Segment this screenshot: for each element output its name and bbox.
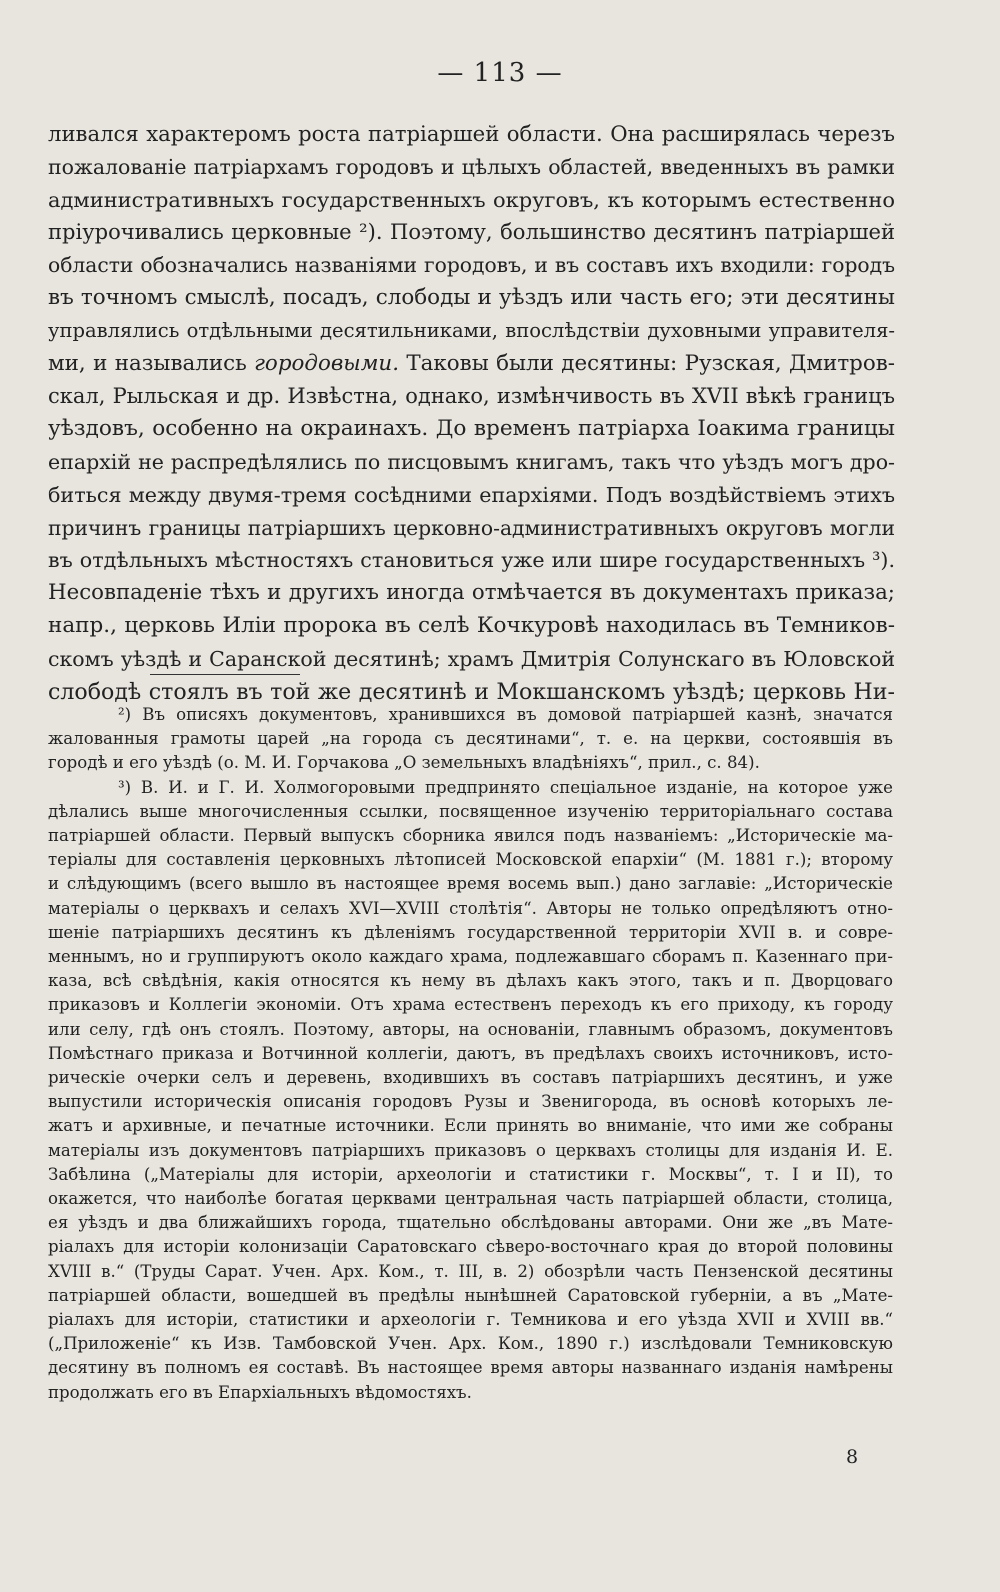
footnote-line: или селу, гдѣ онъ стоялъ. Поэтому, авторы, на основаніи, главнымъ образомъ, документовъ	[48, 1019, 893, 1039]
footnotes	[48, 703, 893, 1405]
footnote-line: Забѣлина („Матеріалы для исторіи, археологіи и статистики г. Москвы“, т. I и II), то	[48, 1164, 893, 1184]
footnote-line: продолжать его въ Епархіальныхъ вѣдомостяхъ.	[48, 1382, 472, 1402]
text-line: административныхъ государственныхъ округовъ, къ которымъ естественно	[48, 187, 895, 212]
text-line: причинъ границы патріаршихъ церковно-административныхъ округовъ могли	[48, 515, 895, 540]
footnote-line: жалованныя грамоты царей „на города съ десятинами“, т. е. на церкви, состоявшія въ	[48, 729, 893, 749]
footnote-line: ріалахъ для исторіи, статистики и археологіи г. Темникова и его уѣзда XVII и XVIII вв.“	[48, 1310, 893, 1330]
text-line: пожалованіе патріархамъ городовъ и цѣлыхъ областей, введенныхъ въ рамки	[48, 154, 895, 179]
printer-signature-mark: 8	[846, 1446, 859, 1468]
footnote-line: ея уѣздъ и два ближайшихъ города, тщательно обслѣдованы авторами. Они же „въ Мате-	[48, 1213, 893, 1233]
text-line: ливался характеромъ роста патріаршей области. Она расширялась черезъ	[48, 121, 895, 146]
text-line: уѣздовъ, особенно на окраинахъ. До временъ патріарха Іоакима границы	[48, 416, 895, 442]
footnote-line: меннымъ, но и группируютъ около каждаго храма, подлежавшаго сборамъ п. Казеннаго при-	[48, 947, 893, 967]
footnote-line: матеріалы изъ документовъ патріаршихъ приказовъ о церквахъ столицы для изданія И. Е.	[48, 1140, 893, 1160]
footnote-line: десятину въ полномъ ея составѣ. Въ настоящее время авторы названнаго изданія намѣрены	[48, 1358, 893, 1378]
footnote-line: матеріалы о церквахъ и селахъ XVI—XVIII столѣтія“. Авторы не только опредѣляютъ отно-	[48, 898, 893, 918]
main-text	[48, 118, 895, 708]
footnote-line: выпустили историческія описанія городовъ Рузы и Звенигорода, въ основѣ которыхъ ле-	[48, 1092, 893, 1112]
text-line: пріурочивались церковные ²). Поэтому, большинство десятинъ патріаршей	[48, 219, 895, 245]
text-segment: Таковы были десятины: Рузская, Дмитров-	[399, 350, 895, 376]
footnote-line: теріалы для составленія церковныхъ лѣтописей Московской епархіи“ (М. 1881 г.); второму	[48, 850, 893, 870]
footnote-line: ріалахъ для исторіи колонизаціи Саратовскаго сѣверо-восточнаго края до второй половины	[48, 1237, 893, 1257]
text-segment: ми, и назывались	[48, 350, 255, 376]
footnote-line: приказовъ и Коллегіи экономіи. Отъ храма естественъ переходъ къ его приходу, къ городу	[48, 995, 893, 1015]
footnote-line: и слѣдующимъ (всего вышло въ настоящее время восемь вып.) дано заглавіе: „Историческіе	[48, 874, 893, 894]
text-line: Несовпаденіе тѣхъ и другихъ иногда отмѣчается въ документахъ приказа;	[48, 580, 895, 606]
footnote-line: („Приложеніе“ къ Изв. Тамбовской Учен. Арх. Ком., 1890 г.) изслѣдовали Темниковскую	[48, 1334, 893, 1354]
text-line: области обозначались названіями городовъ, и въ составъ ихъ входили: городъ	[48, 253, 895, 278]
text-line: слободѣ стоялъ въ той же десятинѣ и Мокшанскомъ уѣздѣ; церковь Ни-	[48, 678, 895, 705]
footnote-line: дѣлались выше многочисленныя ссылки, посвященное изученію территоріальнаго состава	[48, 801, 893, 821]
text-line: въ отдѣльныхъ мѣстностяхъ становиться уже или шире государственныхъ ³).	[48, 548, 895, 573]
footnote-line: патріаршей области. Первый выпускъ сборника явился подъ названіемъ: „Историческіе ма-	[48, 826, 893, 846]
page-number: — 113 —	[437, 58, 563, 88]
footnote-line: жатъ и архивные, и печатные источники. Если принять во вниманіе, что ими же собраны	[48, 1116, 893, 1136]
text-line: въ точномъ смыслѣ, посадъ, слободы и уѣздъ или часть его; эти десятины	[48, 284, 895, 310]
text-line: епархій не распредѣлялись по писцовымъ книгамъ, такъ что уѣздъ могъ дро-	[48, 449, 895, 474]
footnote-line: городѣ и его уѣздѣ (о. М. И. Горчакова „О земельныхъ владѣніяхъ“, прил., с. 84).	[48, 753, 760, 773]
footnote-line: Помѣстнаго приказа и Вотчинной коллегіи, даютъ, въ предѣлахъ своихъ источниковъ, исто-	[48, 1043, 893, 1063]
footnote-line: ²) Въ описяхъ документовъ, хранившихся въ домовой патріаршей казнѣ, значатся	[118, 705, 893, 724]
text-line: управлялись отдѣльными десятильниками, впослѣдствіи духовными управителя-	[48, 318, 895, 342]
footnote-line: рическіе очерки селъ и деревень, входившихъ въ составъ патріаршихъ десятинъ, и уже	[48, 1068, 893, 1088]
italic-term: городовыми.	[254, 350, 400, 376]
footnote-line: XVIII в.“ (Труды Сарат. Учен. Арх. Ком., т. III, в. 2) обозрѣли часть Пензенской десятины	[48, 1261, 893, 1281]
footnote-line: окажется, что наиболѣе богатая церквами центральная часть патріаршей области, столица,	[48, 1189, 893, 1209]
text-line: скал, Рыльская и др. Извѣстна, однако, измѣнчивость въ XVII вѣкѣ границъ	[48, 384, 895, 409]
footnote-line: ³) В. И. и Г. И. Холмогоровыми предпринято спеціальное изданіе, на которое уже	[118, 777, 893, 797]
text-line-with-italic	[48, 348, 895, 381]
footnote-divider	[150, 674, 300, 675]
footnote-line: патріаршей области, вошедшей въ предѣлы нынѣшней Саратовской губерніи, а въ „Мате-	[48, 1285, 893, 1305]
text-line: скомъ уѣздѣ и Саранской десятинѣ; храмъ Дмитрія Солунскаго въ Юловской	[48, 646, 895, 671]
footnote-line: каза, всѣ свѣдѣнія, какія относятся къ нему въ дѣлахъ какъ этого, такъ и п. Дворцоваго	[48, 971, 893, 991]
text-line: биться между двумя-тремя сосѣдними епархіями. Подъ воздѣйствіемъ этихъ	[48, 482, 895, 507]
footnote-line: шеніе патріаршихъ десятинъ къ дѣленіямъ государственной территоріи XVII в. и совре-	[48, 922, 893, 942]
text-line: напр., церковь Иліи пророка въ селѣ Кочкуровѣ находилась въ Темников-	[48, 612, 895, 638]
